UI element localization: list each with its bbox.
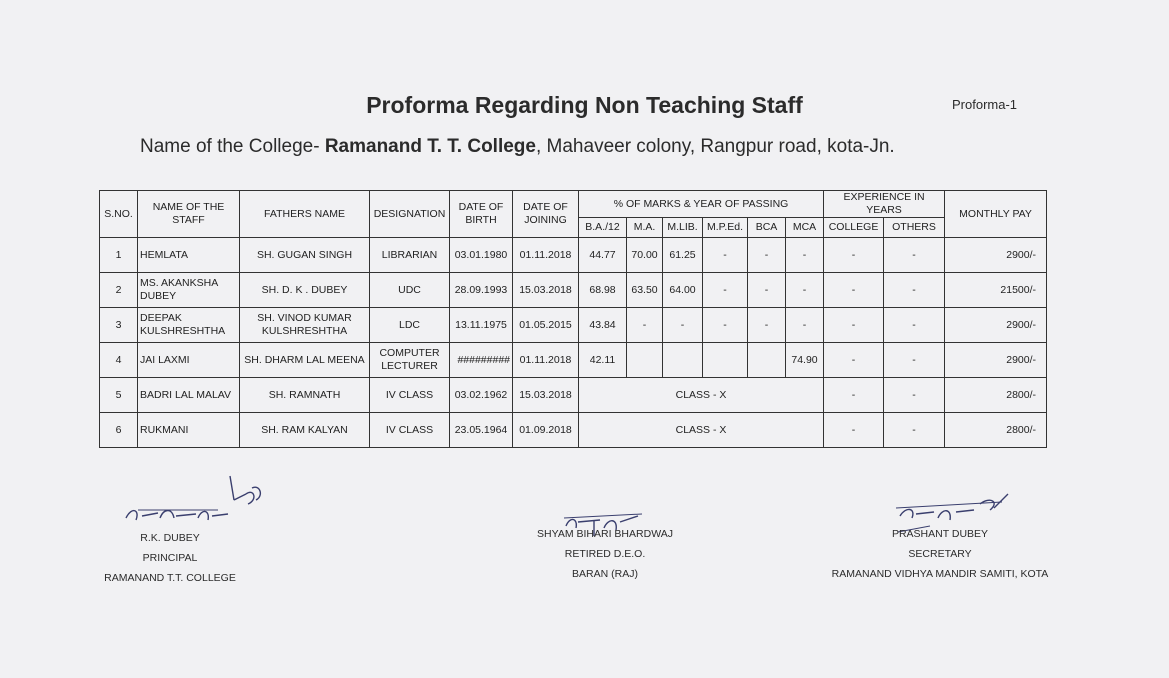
principal-name: R.K. DUBEY: [140, 532, 200, 544]
header-experience-group: EXPERIENCE IN YEARS: [824, 191, 945, 218]
header-name: NAME OF THE STAFF: [138, 191, 240, 238]
cell-sno: 4: [100, 343, 138, 378]
cell-mlib: 61.25: [663, 238, 703, 273]
secretary-title: SECRETARY: [908, 548, 972, 560]
header-college: COLLEGE: [824, 218, 884, 238]
cell-dob: 03.02.1962: [450, 378, 513, 413]
header-designation: DESIGNATION: [370, 191, 450, 238]
table-row: [100, 238, 1047, 273]
deo-block: [520, 524, 690, 584]
cell-mped: -: [703, 308, 748, 343]
principal-block: [90, 528, 250, 588]
cell-mlib: [663, 343, 703, 378]
cell-name: HEMLATA: [138, 238, 240, 273]
cell-doj: 15.03.2018: [513, 273, 579, 308]
college-address: , Mahaveer colony, Rangpur road, kota-Jn.: [535, 136, 895, 157]
cell-dob: 28.09.1993: [450, 273, 513, 308]
principal-signature: [118, 466, 278, 536]
cell-college: -: [824, 413, 884, 448]
cell-mped: -: [703, 273, 748, 308]
cell-sno: 2: [100, 273, 138, 308]
cell-designation: UDC: [370, 273, 450, 308]
college-prefix: Name of the College-: [140, 136, 325, 157]
cell-dob: #########: [450, 343, 513, 378]
cell-ma: 70.00: [627, 238, 663, 273]
principal-org: RAMANAND T.T. COLLEGE: [104, 572, 236, 584]
cell-mlib: -: [663, 308, 703, 343]
cell-class-note: CLASS - X: [579, 413, 824, 448]
deo-name: SHYAM BIHARI BHARDWAJ: [537, 528, 673, 540]
cell-college: -: [824, 308, 884, 343]
principal-title: PRINCIPAL: [142, 552, 198, 564]
cell-class-note: CLASS - X: [579, 378, 824, 413]
page-title: Proforma Regarding Non Teaching Staff: [366, 92, 803, 118]
cell-others: -: [884, 308, 945, 343]
header-dob: DATE OF BIRTH: [450, 191, 513, 238]
cell-pay: 21500/-: [945, 273, 1047, 308]
cell-ba: 43.84: [579, 308, 627, 343]
cell-name: RUKMANI: [138, 413, 240, 448]
cell-father: SH. DHARM LAL MEENA: [240, 343, 370, 378]
cell-college: -: [824, 273, 884, 308]
header-ba: B.A./12: [579, 218, 627, 238]
cell-college: -: [824, 343, 884, 378]
cell-college: -: [824, 378, 884, 413]
cell-doj: 01.05.2015: [513, 308, 579, 343]
college-line: [140, 136, 895, 158]
table-row: [100, 273, 1047, 308]
secretary-block: [810, 524, 1070, 584]
header-marks-group: % OF MARKS & YEAR OF PASSING: [579, 191, 824, 218]
table-row: [100, 308, 1047, 343]
secretary-org: RAMANAND VIDHYA MANDIR SAMITI, KOTA: [831, 568, 1049, 580]
header-others: OTHERS: [884, 218, 945, 238]
cell-ma: [627, 343, 663, 378]
cell-bca: -: [748, 238, 786, 273]
cell-others: -: [884, 378, 945, 413]
cell-sno: 1: [100, 238, 138, 273]
secretary-name: PRASHANT DUBEY: [891, 528, 989, 540]
header-pay: MONTHLY PAY: [945, 191, 1047, 238]
cell-sno: 5: [100, 378, 138, 413]
cell-others: -: [884, 343, 945, 378]
cell-pay: 2900/-: [945, 238, 1047, 273]
cell-father: SH. RAMNATH: [240, 378, 370, 413]
cell-father: SH. RAM KALYAN: [240, 413, 370, 448]
cell-mca: 74.90: [786, 343, 824, 378]
header-ma: M.A.: [627, 218, 663, 238]
college-name: Ramanand T. T. College: [324, 136, 536, 157]
cell-pay: 2800/-: [945, 413, 1047, 448]
proforma-number: Proforma-1: [952, 97, 1018, 112]
deo-org: BARAN (RAJ): [572, 568, 638, 580]
staff-table: [99, 190, 1047, 448]
cell-pay: 2800/-: [945, 378, 1047, 413]
table-row: [100, 343, 1047, 378]
header-doj: DATE OF JOINING: [513, 191, 579, 238]
header-mped: M.P.Ed.: [703, 218, 748, 238]
header-bca: BCA: [748, 218, 786, 238]
cell-bca: [748, 343, 786, 378]
cell-bca: -: [748, 308, 786, 343]
cell-mped: -: [703, 238, 748, 273]
cell-designation: LIBRARIAN: [370, 238, 450, 273]
cell-dob: 23.05.1964: [450, 413, 513, 448]
cell-others: -: [884, 273, 945, 308]
cell-mlib: 64.00: [663, 273, 703, 308]
cell-sno: 6: [100, 413, 138, 448]
cell-doj: 15.03.2018: [513, 378, 579, 413]
cell-dob: 03.01.1980: [450, 238, 513, 273]
cell-ma: -: [627, 308, 663, 343]
table-row: [100, 378, 1047, 413]
cell-father: SH. D. K . DUBEY: [240, 273, 370, 308]
cell-sno: 3: [100, 308, 138, 343]
header-mca: MCA: [786, 218, 824, 238]
cell-mca: -: [786, 273, 824, 308]
cell-designation: COMPUTER LECTURER: [370, 343, 450, 378]
header-father: FATHERS NAME: [240, 191, 370, 238]
cell-father: SH. GUGAN SINGH: [240, 238, 370, 273]
cell-name: MS. AKANKSHA DUBEY: [138, 273, 240, 308]
cell-doj: 01.11.2018: [513, 238, 579, 273]
cell-ba: 42.11: [579, 343, 627, 378]
header-mlib: M.LIB.: [663, 218, 703, 238]
cell-mca: -: [786, 238, 824, 273]
cell-others: -: [884, 413, 945, 448]
cell-mca: -: [786, 308, 824, 343]
cell-doj: 01.11.2018: [513, 343, 579, 378]
cell-designation: IV CLASS: [370, 378, 450, 413]
table-row: [100, 413, 1047, 448]
cell-father: SH. VINOD KUMAR KULSHRESHTHA: [240, 308, 370, 343]
cell-pay: 2900/-: [945, 343, 1047, 378]
cell-mped: [703, 343, 748, 378]
cell-others: -: [884, 238, 945, 273]
cell-name: BADRI LAL MALAV: [138, 378, 240, 413]
cell-name: JAI LAXMI: [138, 343, 240, 378]
cell-bca: -: [748, 273, 786, 308]
cell-designation: IV CLASS: [370, 413, 450, 448]
deo-title: RETIRED D.E.O.: [564, 548, 646, 560]
cell-name: DEEPAK KULSHRESHTHA: [138, 308, 240, 343]
cell-ba: 68.98: [579, 273, 627, 308]
cell-ba: 44.77: [579, 238, 627, 273]
cell-pay: 2900/-: [945, 308, 1047, 343]
cell-designation: LDC: [370, 308, 450, 343]
cell-dob: 13.11.1975: [450, 308, 513, 343]
cell-ma: 63.50: [627, 273, 663, 308]
cell-doj: 01.09.2018: [513, 413, 579, 448]
cell-college: -: [824, 238, 884, 273]
header-sno: S.NO.: [100, 191, 138, 238]
